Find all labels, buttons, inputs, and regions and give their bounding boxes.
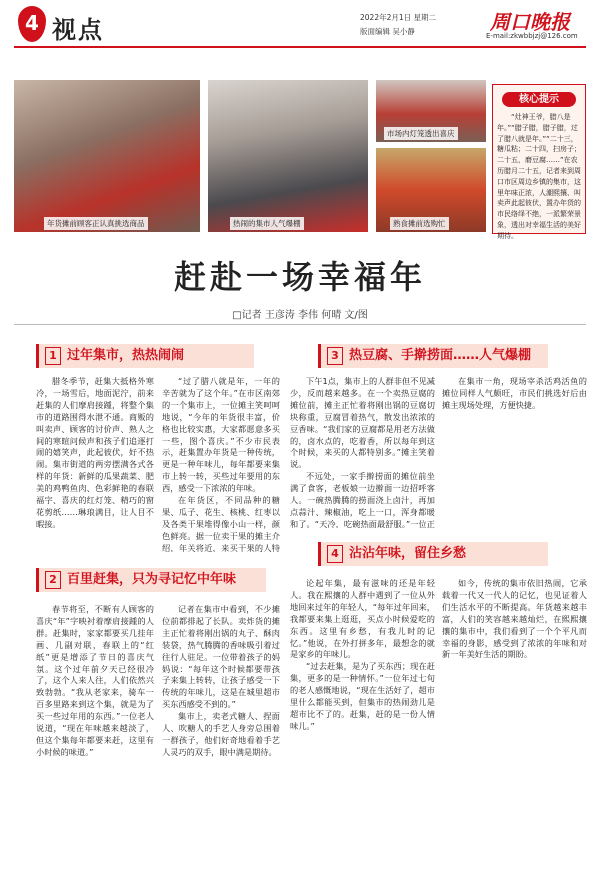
paragraph: 如今，传统的集市依旧热闹，它承载着一代又一代人的记忆，也见证着人们生活水平的不断提高。年货越来越丰富，人们的笑容越来越灿烂，在熙熙攘攘的集市中，我们看到了一个个平凡而幸福的身影，感受到了浓浓的年味和对新一年美好生活的期盼。 bbox=[442, 578, 587, 660]
section-4-column-b bbox=[442, 578, 587, 882]
section-4-column-a bbox=[290, 578, 435, 882]
section-1-column-b bbox=[162, 376, 280, 552]
photo-crowded-market bbox=[208, 80, 368, 232]
photo-deli-stall bbox=[376, 148, 486, 232]
subhead-title: 过年集市，热热闹闹 bbox=[67, 348, 185, 363]
page-editor: 版面编辑 吴小静 bbox=[360, 27, 415, 36]
paragraph: 春节将至，不断有人顾客的喜庆“年”字映衬着摩肩接踵的人群。赶集时，家家都要买几挂年画、几副对联，春联上的“红纸”更是增添了节日的喜庆气氛。这个过年前夕天已经很冷了，这个人来人往，人们依然兴致勃勃。“我从老家来，骑车一百多里路来到这个集，就是为了买一些过年用的东西。”一位老人说道，“现在年味越来越淡了，但这个集每年都要来赶，这里有小时候的味道。” bbox=[36, 604, 154, 757]
key-hint-title: 核心提示 bbox=[502, 92, 576, 107]
newspaper-logo: 周口晚报 bbox=[490, 10, 570, 34]
section-3-column-a bbox=[290, 376, 435, 528]
subhead-title: 热豆腐、手擀捞面……人气爆棚 bbox=[349, 348, 532, 363]
article-headline: 赶赴一场幸福年 bbox=[173, 258, 426, 296]
paragraph: 论起年集，最有滋味的还是年轻人。我在熙攘的人群中遇到了一位从外地回来过年的年轻人，“每年过年回来，我都要来集上逛逛，买点小时候爱吃的东西。这里有乡愁，有我儿时的记忆。”他说，在外打拼多年，最想念的就是家乡的年味儿。 bbox=[290, 578, 435, 660]
paragraph: 下午1点，集市上的人群非但不见减少，反而越来越多。在一个卖热豆腐的摊位前，摊主正忙着将刚出锅的豆腐切块称重，豆腐冒着热气，散发出浓浓的豆香味。“我们家的豆腐都是用老方法做的，卤水点的，吃着香，所以每年到这个时候，来买的人都特别多。”摊主笑着说。 bbox=[290, 376, 435, 470]
paragraph: “过去赶集，是为了买东西；现在赶集，更多的是一种情怀。”一位年过七旬的老人感慨地说，“现在生活好了，超市里什么都能买到，但集市的热闹劲儿是超市比不了的。赶集，赶的是一份人情味儿。” bbox=[290, 661, 435, 731]
subhead-title: 沾沾年味，留住乡愁 bbox=[349, 546, 467, 561]
subhead-title: 百里赶集，只为寻记忆中年味 bbox=[67, 572, 237, 587]
paragraph: “过了腊八就是年，一年的辛苦就为了这个年。”在市区南郊的一个集市上，一位摊主笑呵呵地说，“今年的年货很丰富，价格也比较实惠，大家都愿意多买一些，图个喜庆。”不少市民表示，赶集置办年货是一种传统，更是一种年味儿，每年都要来集市上转一转，买些过年要用的东西，感受一下浓浓的年味。 bbox=[162, 376, 280, 494]
subhead-number: 2 bbox=[45, 571, 61, 589]
subhead-section-1 bbox=[36, 344, 254, 368]
subhead-section-4 bbox=[318, 542, 548, 566]
subhead-number: 4 bbox=[327, 545, 343, 563]
subhead-number: 3 bbox=[327, 347, 343, 365]
header-divider bbox=[14, 46, 586, 48]
paragraph: 腊冬季节，赶集大抵格外寒冷，一场雪后，地面泥泞，前来赶集的人们摩肩接踵，将整个集市的道路围得水泄不通。商贩的叫卖声、顾客的讨价声、熟人之间的寒暄问候声和孩子们追逐打闹的嬉笑声，此起彼伏，好不热闹。集市街道的两旁摆满各式各样的年货：新鲜的瓜果蔬菜、肥美的鸡鸭鱼肉、色彩鲜艳的春联福字、喜庆的红灯笼、精巧的窗花剪纸……琳琅满目，让人目不暇接。 bbox=[36, 376, 154, 529]
section-1-column-a bbox=[36, 376, 154, 552]
paragraph: 集市上，卖老式糖人、捏面人、吹糖人的手艺人身旁总围着一群孩子，他们好奇地看着手艺人灵巧的双手，眼中满是期待。 bbox=[162, 711, 280, 757]
photo-caption: 热闹的集市人气爆棚 bbox=[230, 217, 304, 230]
subhead-number: 1 bbox=[45, 347, 61, 365]
photo-caption: 熟食摊前选购忙 bbox=[390, 217, 449, 230]
key-hint-body: “灶神王爷，腊八是年。”“腊子腊，腊子腊，过了腊八就是年。”“二十三，糖瓜粘；二十四，扫房子；二十五，磨豆腐……”在农历腊月二十五，记者来到周口市区周边乡镇的集市，这里年味正浓，人潮熙攘、叫卖声此起彼伏，置办年货的市民络绎不绝，一派繁荣景象，透出对幸福生活的美好期待。 bbox=[497, 113, 581, 240]
section-title: 视点 bbox=[52, 15, 104, 44]
photo-lantern-market bbox=[376, 80, 486, 142]
headline-divider bbox=[14, 324, 586, 325]
paragraph: 不远处，一家手擀捞面的摊位前坐满了食客，老板娘一边擀面一边招呼客人。一碗热腾腾的捞面浇上卤汁，再加点蒜汁、辣椒油，吃上一口，浑身都暖和了。“天冷，吃碗热面最舒服。”一位正 bbox=[290, 471, 435, 528]
subhead-section-2 bbox=[36, 568, 266, 592]
subhead-section-3 bbox=[318, 344, 548, 368]
article-byline: □记者 王彦涛 李伟 何晴 文/图 bbox=[232, 310, 368, 321]
photo-caption: 年货摊前顾客正认真挑选商品 bbox=[44, 217, 148, 230]
photo-caption: 市场内灯笼透出喜庆 bbox=[384, 127, 458, 140]
page-number-badge: 4 bbox=[18, 6, 46, 42]
paragraph: 记者在集市中看到，不少摊位前都排起了长队。卖炸货的摊主正忙着将刚出锅的丸子、酥肉装袋，热气腾腾的香味吸引着过往行人驻足。一位带着孩子的妈妈说：“每年这个时候都要带孩子来集上转转，让孩子感受一下传统的年味儿，这是在城里超市买东西感受不到的。” bbox=[162, 604, 280, 710]
section-2-column-b bbox=[162, 604, 280, 882]
paragraph: 在集市一角，现场宰杀活鸡活鱼的摊位同样人气颇旺，市民们挑选好后由摊主现场处理，方便快捷。 bbox=[442, 376, 587, 410]
photo-new-year-goods-stall bbox=[14, 80, 200, 232]
paragraph: 在年货区，不同品种的糖果、瓜子、花生、核桃、红枣以及各类干果堆得像小山一样，颜色鲜亮。据一位卖干果的摊主介绍，年关将近，来买干果的人特 bbox=[162, 495, 280, 552]
contact-email[interactable]: E-mail:zkwbbjzj@126.com bbox=[486, 32, 578, 40]
issue-date: 2022年2月1日 星期二 bbox=[360, 13, 437, 22]
section-3-column-b bbox=[442, 376, 587, 528]
section-2-column-a bbox=[36, 604, 154, 882]
